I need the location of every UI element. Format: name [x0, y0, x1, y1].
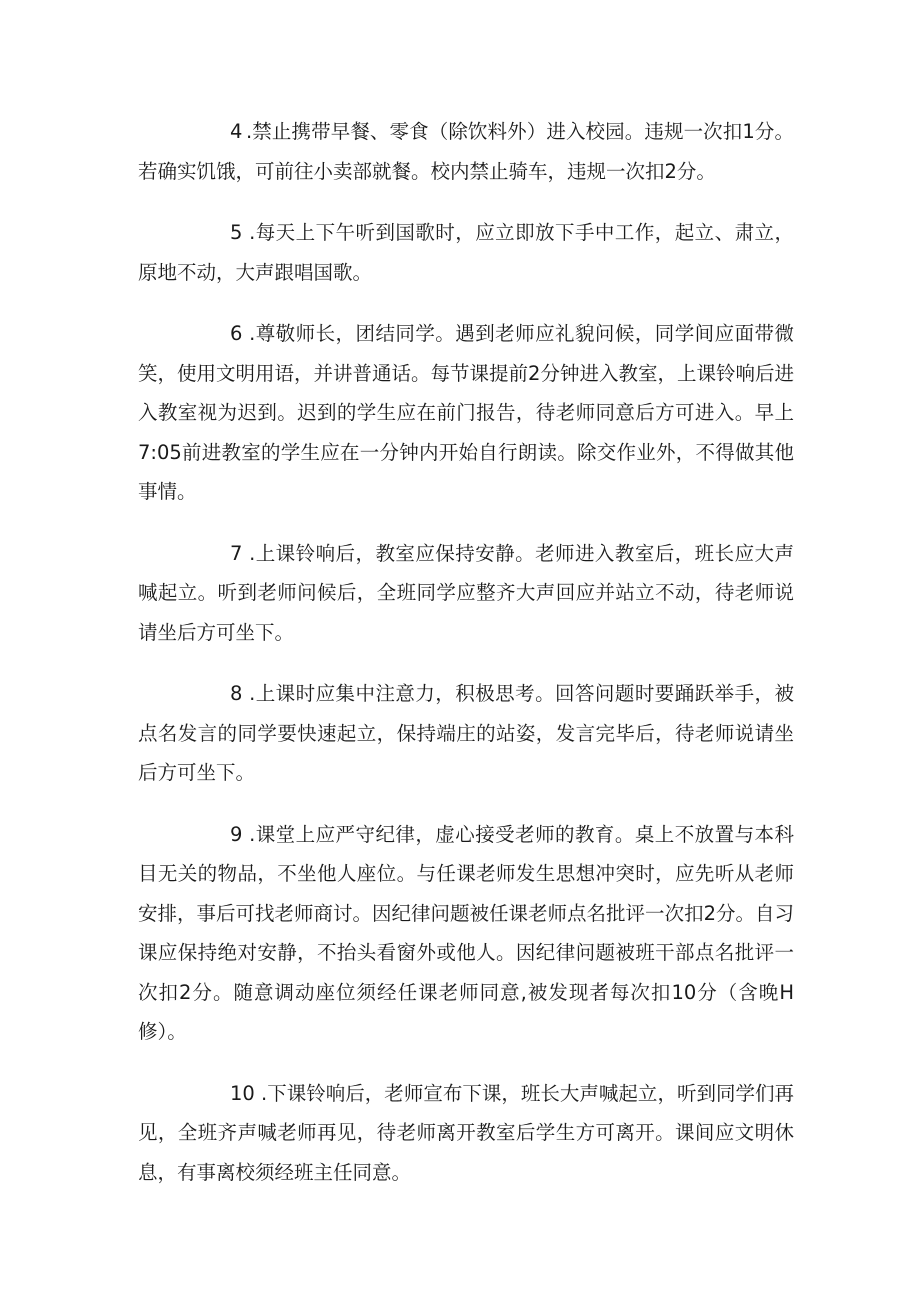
rule-6 [138, 314, 794, 512]
rule-text: .尊敬师长，团结同学。遇到老师应礼貌问候，同学间应面带微笑，使用文明用语，并讲普通话。每节课提前2分钟进入教室，上课铃响后进入教室视为迟到。迟到的学生应在前门报告，待老师同意后方可进入。早上7:05前进教室的学生应在一分钟内开始自行朗读。除交作业外，不得做其他事情。 [138, 322, 794, 503]
rule-number: 8 [230, 682, 243, 705]
rule-text: .上课时应集中注意力，积极思考。回答问题时要踊跃举手，被点名发言的同学要快速起立，保持端庄的站姿，发言完毕后，待老师说请坐后方可坐下。 [138, 682, 794, 784]
rule-5 [138, 213, 794, 292]
rule-text: .上课铃响后，教室应保持安静。老师进入教室后，班长应大声喊起立。听到老师问候后，全班同学应整齐大声回应并站立不动，待老师说请坐后方可坐下。 [138, 541, 794, 644]
rule-number: 10 [230, 1081, 255, 1105]
rule-number: 5 [230, 221, 243, 244]
rule-9 [138, 815, 794, 1052]
rule-text: .下课铃响后，老师宣布下课，班长大声喊起立，听到同学们再见，全班齐声喊老师再见，待老师离开教室后学生方可离开。课间应文明休息，有事离校须经班主任同意。 [138, 1081, 795, 1184]
rules-list [138, 112, 794, 1214]
rule-text: .课堂上应严守纪律，虚心接受老师的教育。桌上不放置与本科目无关的物品，不坐他人座位。与任课老师发生思想冲突时，应先听从老师安排，事后可找老师商讨。因纪律问题被任课老师点名批评一次扣2分。自习课应保持绝对安静，不抬头看窗外或他人。因纪律问题被班干部点名批评一次扣2分。随意调动座位须经任课老师同意,被发现者每次扣10分（含晚H修）。 [138, 822, 794, 1043]
rule-7 [138, 534, 794, 653]
rule-number: 7 [230, 541, 243, 565]
rule-text: .每天上下午听到国歌时，应立即放下手中工作，起立、肃立，原地不动，大声跟唱国歌。 [138, 221, 794, 284]
rule-number: 4 [230, 120, 243, 143]
rule-text: .禁止携带早餐、零食（除饮料外）进入校园。违规一次扣1分。若确实饥饿，可前往小卖部就餐。校内禁止骑车，违规一次扣2分。 [138, 120, 794, 183]
rule-4 [138, 112, 794, 191]
rule-number: 9 [230, 822, 243, 846]
rule-10 [138, 1074, 794, 1193]
rule-8 [138, 674, 794, 793]
rule-number: 6 [230, 322, 243, 345]
